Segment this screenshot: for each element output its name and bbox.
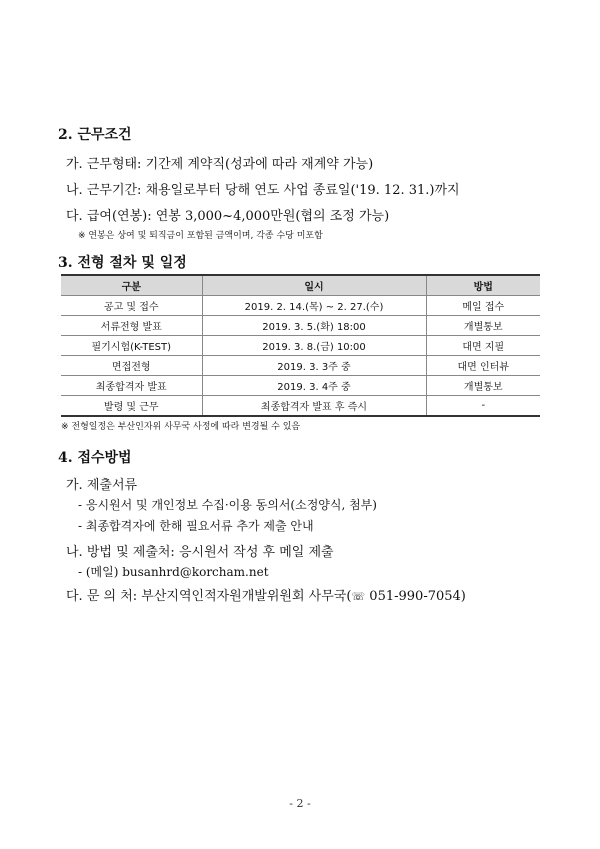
cell-category: 면접전형 — [61, 356, 202, 376]
table-row — [61, 356, 540, 376]
contact-number: 051-990-7054) — [365, 589, 466, 604]
cell-category: 공고 및 접수 — [61, 296, 202, 316]
work-period: 나. 근무기간: 채용일로부터 당해 연도 사업 종료일('19. 12. 31.)까지 — [66, 183, 460, 198]
table-header-row — [61, 275, 540, 296]
cell-category: 최종합격자 발표 — [61, 376, 202, 396]
documents-heading: 가. 제출서류 — [66, 478, 138, 493]
cell-method: 개별통보 — [426, 316, 540, 336]
section4-title: 4. 접수방법 — [58, 450, 132, 466]
cell-method: 대면 지필 — [426, 336, 540, 356]
submission-method: 나. 방법 및 제출처: 응시원서 작성 후 메일 제출 — [66, 545, 334, 560]
cell-date: 2019. 3. 4주 중 — [202, 376, 426, 396]
table-row — [61, 296, 540, 316]
header-method: 방법 — [426, 275, 540, 296]
contact-info — [66, 585, 466, 604]
table-row — [61, 316, 540, 336]
contact-prefix: 다. 문 의 처: 부산지역인적자원개발위원회 사무국( — [66, 589, 352, 604]
cell-date: 2019. 3. 5.(화) 18:00 — [202, 316, 426, 336]
cell-date: 2019. 2. 14.(목) ~ 2. 27.(수) — [202, 296, 426, 316]
document-additional: - 최종합격자에 한해 필요서류 추가 제출 안내 — [78, 519, 314, 533]
cell-date: 2019. 3. 8.(금) 10:00 — [202, 336, 426, 356]
schedule-table — [61, 274, 540, 417]
cell-date: 2019. 3. 3주 중 — [202, 356, 426, 376]
table-row — [61, 376, 540, 396]
cell-date: 최종합격자 발표 후 즉시 — [202, 396, 426, 417]
cell-method: 대면 인터뷰 — [426, 356, 540, 376]
cell-method: 개별통보 — [426, 376, 540, 396]
cell-category: 서류전형 발표 — [61, 316, 202, 336]
table-row — [61, 336, 540, 356]
section3-title: 3. 전형 절차 및 일정 — [58, 255, 187, 271]
table-row — [61, 396, 540, 417]
header-category: 구분 — [61, 275, 202, 296]
salary-note: ※ 연봉은 상여 및 퇴직금이 포함된 금액이며, 각종 수당 미포함 — [78, 231, 323, 241]
page-number: - 2 - — [289, 797, 311, 810]
header-date: 일시 — [202, 275, 426, 296]
cell-method: - — [426, 396, 540, 417]
salary: 다. 급여(연봉): 연봉 3,000~4,000만원(협의 조정 가능) — [66, 209, 390, 224]
phone-icon: ☏ — [351, 590, 366, 603]
submission-email: - (메일) busanhrd@korcham.net — [78, 565, 269, 579]
section2-title: 2. 근무조건 — [58, 127, 132, 143]
cell-method: 메일 접수 — [426, 296, 540, 316]
work-type: 가. 근무형태: 기간제 계약직(성과에 따라 재계약 가능) — [66, 157, 374, 172]
document-application: - 응시원서 및 개인정보 수집·이용 동의서(소정양식, 첨부) — [78, 498, 377, 512]
cell-category: 발령 및 근무 — [61, 396, 202, 417]
schedule-note: ※ 전형일정은 부산인자위 사무국 사정에 따라 변경될 수 있음 — [61, 422, 301, 432]
cell-category: 필기시험(K-TEST) — [61, 336, 202, 356]
